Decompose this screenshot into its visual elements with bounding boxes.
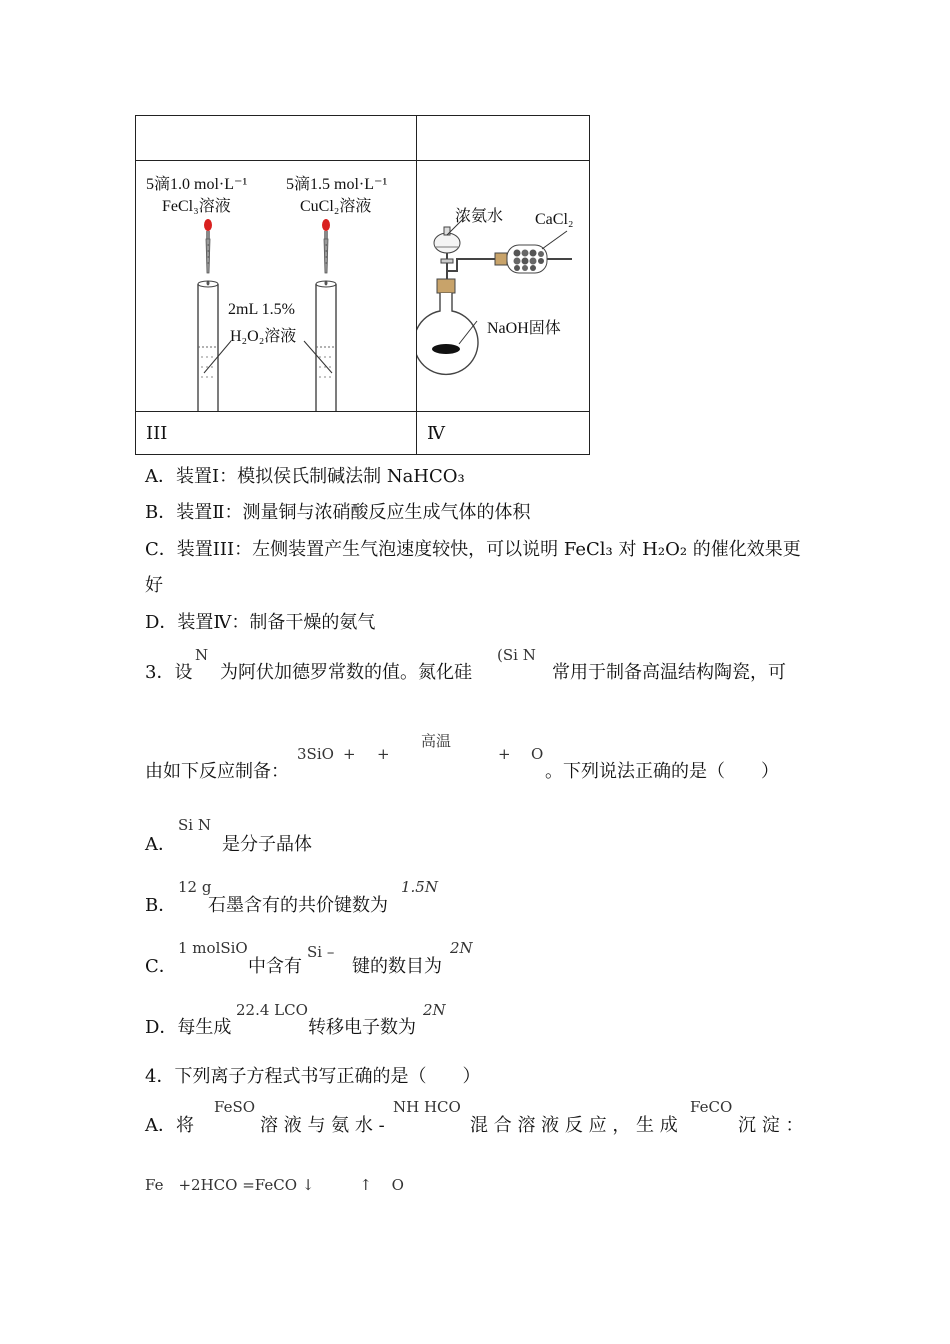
q4-option-a-text-1: 溶 液 与 氨 水 - xyxy=(260,1115,385,1136)
q4-option-a-equation: Fe +2HCO =FeCO ↓ ↑ O xyxy=(145,1176,404,1194)
apparatus-iv-diagram xyxy=(417,161,589,411)
naoh-label: NaOH固体 xyxy=(487,320,561,337)
q4-stem: 4．下列离子方程式书写正确的是（ ） xyxy=(145,1066,481,1087)
q2-option-c-cont: 好 xyxy=(145,575,163,596)
q3-option-c-text-2: 键的数目为 xyxy=(352,956,442,977)
q3-intro-c: 常用于制备高温结构陶瓷，可 xyxy=(552,662,786,683)
q4-option-a-fragment-1: FeSO xyxy=(214,1098,256,1116)
dropper-left xyxy=(204,219,212,286)
q3-option-b-value: 1.5N xyxy=(401,878,438,896)
apparatus-iii-cell xyxy=(136,161,417,412)
q4-option-a-text-3: 沉 淀 ： xyxy=(738,1115,804,1136)
q3-intro-b: 为阿伏加德罗常数的值。氮化硅 xyxy=(220,662,472,683)
q3-option-d-text: 转移电子数为 xyxy=(308,1017,416,1038)
q2-option-d: D．装置Ⅳ：制备干燥的氨气 xyxy=(145,612,376,633)
q2-option-b: B．装置Ⅱ：测量铜与浓硝酸反应生成气体的体积 xyxy=(145,502,531,523)
q3-eq-plus-3: + xyxy=(498,745,511,763)
drying-tube xyxy=(507,245,572,273)
rubber-stopper xyxy=(495,253,507,265)
tube-label-2: H₂O₂溶液 xyxy=(230,328,297,345)
test-tube-right xyxy=(316,281,336,411)
q3-option-c-fragment: 1 molSiO xyxy=(178,939,248,957)
table-header-cell-right xyxy=(417,116,590,161)
q4-option-a-text-2: 混 合 溶 液 反 应 ， 生 成 xyxy=(470,1115,678,1136)
q3-si3n4-fragment: (Si N xyxy=(497,646,536,664)
apparatus-iv-cell xyxy=(417,161,590,412)
q3-option-c-label: C． xyxy=(145,956,177,977)
cacl2-label: CaCl₂ xyxy=(535,211,574,228)
round-bottom-flask xyxy=(417,279,478,374)
q3-option-b-text: 石墨含有的共价键数为 xyxy=(208,895,388,916)
q2-option-a: A．装置Ⅰ：模拟侯氏制碱法制 NaHCO₃ xyxy=(145,466,465,487)
q3-option-a-text: 是分子晶体 xyxy=(222,834,312,855)
q3-option-b-fragment: 12 g xyxy=(178,878,212,896)
q3-option-a-label: A． xyxy=(145,834,176,855)
dropper-right xyxy=(322,219,330,286)
q4-option-a-label: A．将 xyxy=(145,1115,194,1136)
test-tube-left xyxy=(198,281,218,411)
dropper-left-label-1: 5滴1.0 mol·L⁻¹ xyxy=(146,176,248,193)
q3-option-c-text-1: 中含有 xyxy=(248,956,302,977)
q3-eq-condition: 高温 xyxy=(421,732,452,750)
q3-option-d-value: 2N xyxy=(423,1001,446,1019)
label-iv: Ⅳ xyxy=(417,412,590,455)
q3-eq-plus-2: + xyxy=(377,745,390,763)
dropper-right-label-2: CuCl₂溶液 xyxy=(300,198,372,215)
q3-intro-a: 3．设 xyxy=(145,662,193,683)
table-header-cell-left xyxy=(136,116,417,161)
q3-option-d-fragment: 22.4 LCO xyxy=(236,1001,308,1019)
q3-option-c-fragment-2: Si – xyxy=(307,943,335,961)
pointer-line-right xyxy=(304,341,332,373)
q3-option-a-fragment: Si N xyxy=(178,816,211,834)
ammonia-label: 浓氨水 xyxy=(455,208,504,225)
q3-eq-o: O xyxy=(531,745,544,763)
q4-option-a-fragment-3: FeCO xyxy=(690,1098,733,1116)
dropper-right-label-1: 5滴1.5 mol·L⁻¹ xyxy=(286,176,388,193)
q4-option-a-fragment-2: NH HCO xyxy=(393,1098,461,1116)
q3-option-b-label: B． xyxy=(145,895,177,916)
q3-line2-b: 。下列说法正确的是（ ） xyxy=(545,761,779,782)
q3-na-fragment: N xyxy=(195,646,209,664)
tube-label-1: 2mL 1.5% xyxy=(228,301,295,318)
q3-line2-a: 由如下反应制备： xyxy=(145,761,289,782)
q3-eq-left: 3SiO xyxy=(297,745,334,763)
q3-eq-plus-1: + xyxy=(343,745,356,763)
q2-option-c: C．装置III：左侧装置产生气泡速度较快，可以说明 FeCl₃ 对 H₂O₂ 的催化效果更 xyxy=(145,539,801,560)
q3-option-d-label: D．每生成 xyxy=(145,1017,232,1038)
q3-option-c-value: 2N xyxy=(450,939,473,957)
apparatus-table xyxy=(135,115,590,455)
dropper-left-label-2: FeCl₃溶液 xyxy=(162,198,231,215)
label-iii: III xyxy=(136,412,417,455)
